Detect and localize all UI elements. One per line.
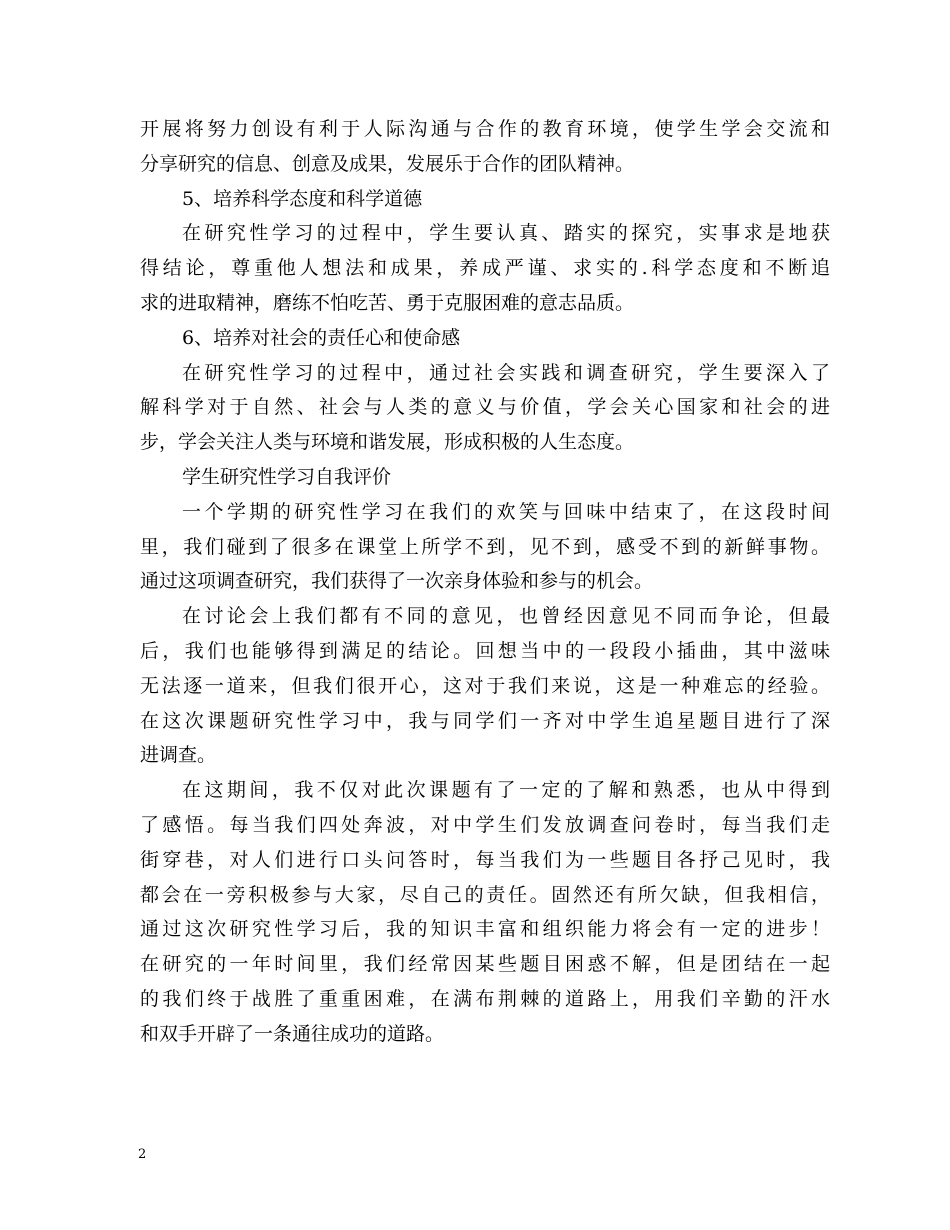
text-line: 一个学期的研究性学习在我们的欢笑与回味中结束了，在这段时间 (182, 500, 830, 523)
text-line: 求的进取精神，磨练不怕吃苦、勇于克服困难的意志品质。 (140, 291, 635, 314)
text-line: 开展将努力创设有利于人际沟通与合作的教育环境，使学生学会交流和 (140, 118, 830, 140)
text-line: 在研究的一年时间里，我们经常因某些题目困惑不解，但是团结在一起 (140, 953, 830, 976)
text-line: 在研究性学习的过程中，学生要认真、踏实的探究，实事求是地获 (182, 222, 830, 245)
text-line: 5、培养科学态度和科学道德 (182, 187, 423, 210)
text-line: 在研究性学习的过程中，通过社会实践和调查研究，学生要深入了 (182, 361, 830, 384)
text-line: 无法逐一道来，但我们很开心，这对于我们来说，这是一种难忘的经验。 (140, 674, 830, 697)
text-line: 的我们终于战胜了重重困难，在满布荆棘的道路上，用我们辛勤的汗水 (140, 987, 830, 1010)
text-line: 步，学会关注人类与环境和谐发展，形成积极的人生态度。 (140, 431, 635, 454)
text-line: 得结论，尊重他人想法和成果，养成严谨、求实的.科学态度和不断追 (140, 257, 830, 280)
text-line: 里，我们碰到了很多在课堂上所学不到，见不到，感受不到的新鲜事物。 (140, 535, 830, 558)
text-line: 进调查。 (140, 744, 217, 767)
text-line: 都会在一旁积极参与大家，尽自己的责任。固然还有所欠缺，但我相信， (140, 883, 830, 906)
page-number: 2 (138, 1147, 147, 1162)
text-line: 在这次课题研究性学习中，我与同学们一齐对中学生追星题目进行了深 (140, 709, 830, 732)
text-line: 了感悟。每当我们四处奔波，对中学生们发放调查问卷时，每当我们走 (140, 813, 830, 836)
text-line: 街穿巷，对人们进行口头问答时，每当我们为一些题目各抒己见时，我 (140, 848, 830, 871)
text-line: 在这期间，我不仅对此次课题有了一定的了解和熟悉，也从中得到 (182, 779, 830, 802)
text-line: 分享研究的信息、创意及成果，发展乐于合作的团队精神。 (140, 152, 635, 175)
text-line: 在讨论会上我们都有不同的意见，也曾经因意见不同而争论，但最 (182, 605, 830, 628)
text-line: 通过这次研究性学习后，我的知识丰富和组织能力将会有一定的进步！ (140, 918, 830, 941)
body-text (140, 112, 830, 1052)
text-line: 和双手开辟了一条通往成功的道路。 (140, 1022, 445, 1045)
text-line: 6、培养对社会的责任心和使命感 (182, 326, 461, 349)
text-line: 解科学对于自然、社会与人类的意义与价值，学会关心国家和社会的进 (140, 396, 830, 419)
text-line: 通过这项调查研究，我们获得了一次亲身体验和参与的机会。 (140, 570, 654, 593)
text-line: 后，我们也能够得到满足的结论。回想当中的一段段小插曲，其中滋味 (140, 639, 830, 662)
text-line: 学生研究性学习自我评价 (182, 465, 392, 488)
